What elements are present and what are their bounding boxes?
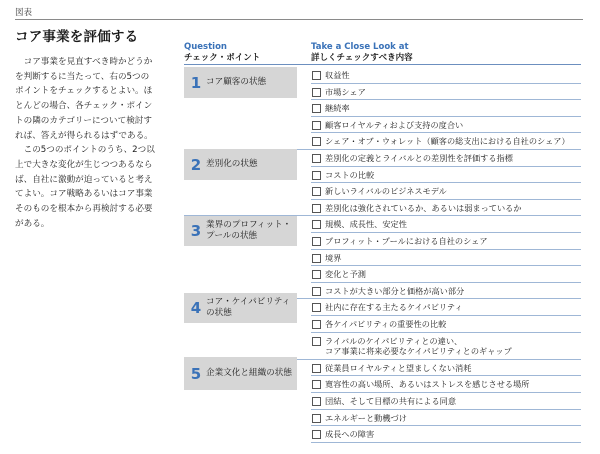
- checklist-item-label: 寛容性の高い場所、あるいはストレスを感じさせる場所: [325, 379, 530, 390]
- top-divider: [15, 19, 583, 20]
- question-column-header: [184, 42, 260, 64]
- row-divider: [311, 199, 581, 200]
- header-divider: [184, 64, 581, 65]
- checkbox-icon[interactable]: [312, 287, 321, 296]
- checklist-item[interactable]: [311, 70, 581, 81]
- checkbox-icon[interactable]: [312, 204, 321, 213]
- row-divider: [311, 409, 581, 410]
- checklist-item-label: 新しいライバルのビジネスモデル: [325, 186, 447, 197]
- checklist-item[interactable]: [311, 396, 581, 407]
- checklist-item-label: 市場シェア: [325, 86, 366, 97]
- row-divider: [311, 83, 581, 84]
- checklist-item-label: 顧客ロイヤルティおよび支持の度合い: [325, 119, 464, 130]
- checklist-item[interactable]: [311, 203, 581, 214]
- group-divider: [311, 442, 581, 443]
- checkbox-icon[interactable]: [312, 254, 321, 263]
- checklist-item-label: 変化と予測: [325, 269, 366, 280]
- checklist-item-label: 社内に存在する主たるケイパビリティ: [325, 302, 463, 313]
- checkbox-icon[interactable]: [312, 187, 321, 196]
- checklist-item-label: 団結、そして目標の共有による同意: [325, 395, 457, 406]
- checklist-item-label: 差別化は強化されているか、あるいは弱まっているか: [325, 202, 522, 213]
- checklist-item-label: プロフィット・プールにおける自社のシェア: [325, 236, 488, 246]
- checklist-item[interactable]: [311, 413, 581, 424]
- checklist-item-label: ライバルのケイパビリティとの違い、 コア事業に将来必要なケイパビリティとのギャップ: [325, 335, 512, 357]
- checklist-item-label: コストの比較: [325, 169, 375, 180]
- checklist-item-label: 成長への障害: [325, 429, 375, 440]
- intro-paragraph-1: コア事業を見直すべき時かどうかを判断するに当たって、右の5つのポイントをチェックするとよい。ほとんどの場合、各チェック・ポイントの隣のカテゴリーについて検討すれば、答えが得られるはずである。: [15, 57, 153, 141]
- checklist-item[interactable]: [311, 363, 581, 374]
- checkbox-icon[interactable]: [312, 270, 321, 279]
- checklist-item-label: エネルギーと動機づけ: [325, 412, 407, 423]
- checkbox-icon[interactable]: [312, 364, 321, 373]
- checklist-item-label: 差別化の定義とライバルとの差別性を評価する指標: [325, 153, 513, 163]
- checkpoint-number: 3: [190, 222, 202, 240]
- row-divider: [311, 99, 581, 100]
- checklist-item-label: 各ケイパビリティの重要性の比較: [325, 319, 447, 329]
- row-divider: [311, 265, 581, 266]
- checkpoint-name: 業界のプロフィット・プールの状態: [206, 219, 292, 241]
- checklist-item[interactable]: [311, 379, 581, 390]
- checkpoint-4: [184, 293, 297, 323]
- checkbox-icon[interactable]: [312, 237, 321, 246]
- checkbox-icon[interactable]: [312, 171, 321, 180]
- checkpoint-name: 企業文化と組織の状態: [206, 367, 292, 378]
- checkpoint-number: 4: [190, 299, 202, 317]
- checkpoint-name: 差別化の状態: [206, 158, 258, 169]
- checkpoint-5: [184, 357, 297, 390]
- checklist-item-label: シェア・オブ・ウォレット（顧客の総支出における自社のシェア）: [325, 136, 570, 147]
- checklist-item-label: 継続率: [325, 103, 350, 114]
- checklist-item-label: 従業員ロイヤルティと望ましくない消耗: [325, 362, 472, 373]
- row-divider: [311, 332, 581, 333]
- checkbox-icon[interactable]: [312, 154, 321, 163]
- look-header-en: Take a Close Look at: [311, 42, 409, 52]
- checklist-item[interactable]: [311, 170, 581, 181]
- row-divider: [311, 132, 581, 133]
- checklist-item[interactable]: [311, 253, 581, 264]
- row-divider: [311, 249, 581, 250]
- row-divider: [311, 182, 581, 183]
- checkbox-icon[interactable]: [312, 337, 321, 346]
- checkbox-icon[interactable]: [312, 220, 321, 229]
- question-header-en: Question: [184, 42, 227, 52]
- row-divider: [311, 375, 581, 376]
- checkpoint-number: 2: [190, 155, 202, 174]
- checkbox-icon[interactable]: [312, 104, 321, 113]
- row-divider: [311, 116, 581, 117]
- row-divider: [311, 425, 581, 426]
- checklist-item[interactable]: [311, 302, 581, 313]
- row-divider: [311, 392, 581, 393]
- checklist-item[interactable]: [311, 236, 581, 247]
- checkbox-icon[interactable]: [312, 71, 321, 80]
- checkbox-icon[interactable]: [312, 121, 321, 130]
- checkpoint-1: [184, 67, 297, 98]
- intro-text: [15, 55, 155, 231]
- checklist-item[interactable]: [311, 429, 581, 440]
- look-header-ja: 詳しくチェックすべき内容: [311, 53, 413, 63]
- look-column-header: [311, 42, 413, 64]
- checklist-item[interactable]: [311, 87, 581, 98]
- figure-label: 図表: [15, 8, 33, 18]
- row-divider: [311, 282, 581, 283]
- checkpoint-3: [184, 216, 297, 246]
- checklist-item[interactable]: [311, 103, 581, 114]
- checkbox-icon[interactable]: [312, 380, 321, 389]
- row-divider: [311, 315, 581, 316]
- checkbox-icon[interactable]: [312, 320, 321, 329]
- page-title: コア事業を評価する: [15, 29, 139, 45]
- intro-paragraph-2: この5つのポイントのうち、2つ以上で大きな変化が生じつつあるならば、自社に激動が迫っていると考えてよい。コア戦略あるいはコア事業そのものを根本から再検討する必要がある。: [15, 145, 155, 229]
- checklist-item-label: 境界: [325, 252, 342, 263]
- checkpoint-name: コア顧客の状態: [206, 76, 267, 87]
- checkbox-icon[interactable]: [312, 430, 321, 439]
- checkbox-icon[interactable]: [312, 397, 321, 406]
- checklist-item[interactable]: [311, 286, 581, 297]
- checklist-item-label: コストが大きい部分と価格が高い部分: [325, 285, 465, 296]
- checkbox-icon[interactable]: [312, 414, 321, 423]
- checkbox-icon[interactable]: [312, 88, 321, 97]
- checklist-item[interactable]: [311, 319, 581, 330]
- checklist-item[interactable]: [311, 336, 581, 357]
- checklist-item[interactable]: [311, 186, 581, 197]
- checkbox-icon[interactable]: [312, 303, 321, 312]
- checkpoint-2: [184, 149, 297, 180]
- checkpoint-name: コア・ケイパビリティの状態: [206, 296, 291, 318]
- checklist-item-label: 規模、成長性、安定性: [325, 219, 407, 230]
- checkbox-icon[interactable]: [312, 137, 321, 146]
- question-header-ja: チェック・ポイント: [184, 53, 261, 63]
- checklist-item[interactable]: [311, 153, 581, 164]
- row-divider: [311, 166, 581, 167]
- checklist-item[interactable]: [311, 136, 581, 147]
- checkpoint-number: 1: [190, 73, 202, 92]
- checklist-item[interactable]: [311, 269, 581, 280]
- checklist-item[interactable]: [311, 219, 581, 230]
- checklist-item[interactable]: [311, 120, 581, 131]
- checklist-item-label: 収益性: [325, 70, 350, 80]
- checkpoint-number: 5: [190, 364, 202, 383]
- row-divider: [311, 232, 581, 233]
